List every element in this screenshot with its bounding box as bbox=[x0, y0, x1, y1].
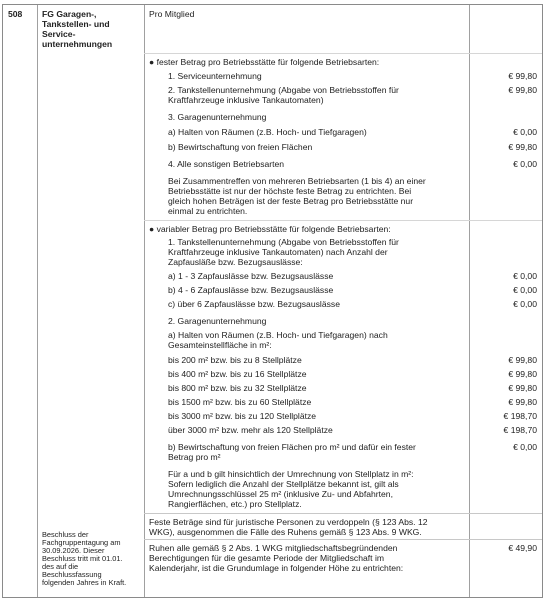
variable-item-amount: € 0,00 bbox=[513, 299, 537, 309]
fixed-note: Bei Zusammentreffen von mehreren Betriebsarten (1 bis 4) an einer bbox=[168, 176, 426, 186]
variable-heading: Kraftfahrzeuge inklusive Tankautomaten) nach Anzahl der bbox=[168, 247, 388, 257]
fixed-item-amount: € 0,00 bbox=[513, 127, 537, 137]
variable-item-amount: € 0,00 bbox=[513, 442, 537, 452]
column-divider bbox=[37, 5, 38, 597]
variable-heading: 1. Tankstellenunternehmung (Abgabe von Betriebsstoffen für bbox=[168, 237, 399, 247]
variable-item-label: b) 4 - 6 Zapfauslässe bzw. Bezugsauslässe bbox=[168, 285, 334, 295]
variable-item-amount: € 0,00 bbox=[513, 285, 537, 295]
variable-subheading: a) Halten von Räumen (z.B. Hoch- und Tiefgaragen) nach bbox=[168, 330, 388, 340]
fixed-item-label: a) Halten von Räumen (z.B. Hoch- und Tiefgaragen) bbox=[168, 127, 367, 137]
variable-subheading: Gesamteinstellfläche in m²: bbox=[168, 340, 272, 350]
variable-item-amount: € 99,80 bbox=[508, 355, 537, 365]
row-number: 508 bbox=[8, 9, 23, 19]
row-divider bbox=[144, 513, 542, 514]
category-line: unternehmungen bbox=[42, 39, 113, 49]
variable-item-label: Betrag pro m² bbox=[168, 452, 221, 462]
fixed-item-amount: € 99,80 bbox=[508, 142, 537, 152]
ruhen-note: Kalenderjahr, ist die Grundumlage in folgender Höhe zu entrichten: bbox=[149, 563, 404, 573]
variable-item-amount: € 99,80 bbox=[508, 397, 537, 407]
category-line: Tankstellen- und bbox=[42, 19, 110, 29]
variable-item-label: über 3000 m² bzw. mehr als 120 Stellplätze bbox=[168, 425, 333, 435]
fixed-item-amount: € 99,80 bbox=[508, 85, 537, 95]
fee-table bbox=[2, 4, 543, 598]
fixed-intro: ● fester Betrag pro Betriebsstätte für folgende Betriebsarten: bbox=[149, 57, 380, 67]
fixed-item-amount: € 0,00 bbox=[513, 159, 537, 169]
ruhen-note: Berechtigungen für die gesamte Periode der Mitgliedschaft im bbox=[149, 553, 385, 563]
variable-item-label: b) Bewirtschaftung von freien Flächen pro m² und dafür ein fester bbox=[168, 442, 416, 452]
variable-item-label: bis 400 m² bzw. bis zu 16 Stellplätze bbox=[168, 369, 307, 379]
variable-item-label: bis 3000 m² bzw. bis zu 120 Stellplätze bbox=[168, 411, 317, 421]
variable-item-amount: € 198,70 bbox=[503, 411, 537, 421]
beschluss-line: 30.09.2026. Dieser bbox=[42, 546, 105, 555]
fixed-item-label: 4. Alle sonstigen Betriebsarten bbox=[168, 159, 285, 169]
column-divider bbox=[469, 5, 470, 597]
fixed-item-label: 1. Serviceunternehmung bbox=[168, 71, 262, 81]
ruhen-amount: € 49,90 bbox=[508, 543, 537, 553]
section-divider bbox=[144, 220, 542, 221]
fixed-item-label: b) Bewirtschaftung von freien Flächen bbox=[168, 142, 313, 152]
beschluss-line: des auf die bbox=[42, 562, 79, 571]
variable-note: Für a und b gilt hinsichtlich der Umrechnung von Stellplatz in m²: bbox=[168, 469, 414, 479]
fixed-item-amount: € 99,80 bbox=[508, 71, 537, 81]
variable-item-label: bis 800 m² bzw. bis zu 32 Stellplätze bbox=[168, 383, 307, 393]
fixed-item-label: 2. Tankstellenunternehmung (Abgabe von Betriebsstoffen für bbox=[168, 85, 399, 95]
beschluss-line: Beschluss tritt mit 01.01. bbox=[42, 554, 123, 563]
legal-note: Feste Beträge sind für juristische Personen zu verdoppeln (§ 123 Abs. 12 bbox=[149, 517, 428, 527]
variable-heading: Zapfausläße bzw. Bezugsauslässe: bbox=[168, 257, 303, 267]
beschluss-line: Beschlussfassung bbox=[42, 570, 102, 579]
variable-item-amount: € 99,80 bbox=[508, 383, 537, 393]
column-divider bbox=[144, 5, 145, 597]
fixed-item-label: Kraftfahrzeuge inklusive Tankautomaten) bbox=[168, 95, 324, 105]
variable-note: Sofern lediglich die Anzahl der Stellplätze bekannt ist, gilt als bbox=[168, 479, 399, 489]
variable-heading: 2. Garagenunternehmung bbox=[168, 316, 267, 326]
variable-item-label: bis 200 m² bzw. bis zu 8 Stellplätze bbox=[168, 355, 302, 365]
category-line: FG Garagen-, bbox=[42, 9, 97, 19]
category-line: Service- bbox=[42, 29, 76, 39]
beschluss-line: Beschluss der bbox=[42, 530, 89, 539]
beschluss-line: Fachgruppentagung am bbox=[42, 538, 121, 547]
fixed-note: einmal zu entrichten. bbox=[168, 206, 248, 216]
legal-note: WKG), ausgenommen die Fälle des Ruhens gemäß § 123 Abs. 9 WKG. bbox=[149, 527, 422, 537]
row-divider bbox=[144, 539, 542, 540]
variable-item-label: a) 1 - 3 Zapfauslässe bzw. Bezugsauslässe bbox=[168, 271, 334, 281]
variable-intro: ● variabler Betrag pro Betriebsstätte für folgende Betriebsarten: bbox=[149, 224, 391, 234]
variable-item-label: c) über 6 Zapfauslässe bzw. Bezugsauslässe bbox=[168, 299, 340, 309]
variable-item-label: bis 1500 m² bzw. bis zu 60 Stellplätze bbox=[168, 397, 312, 407]
fixed-note: gleich hohen Beträgen ist der feste Betrag pro Betriebsstätte nur bbox=[168, 196, 414, 206]
variable-item-amount: € 0,00 bbox=[513, 271, 537, 281]
section-divider bbox=[144, 53, 542, 54]
variable-item-amount: € 198,70 bbox=[503, 425, 537, 435]
variable-item-amount: € 99,80 bbox=[508, 369, 537, 379]
beschluss-line: folgenden Jahres in Kraft. bbox=[42, 578, 127, 587]
variable-note: Umrechnungsschlüssel 25 m² (inklusive Zu- und Abfahrten, bbox=[168, 489, 393, 499]
variable-note: Rangierflächen, etc.) pro Stellplatz. bbox=[168, 499, 302, 509]
fixed-note: Betriebsstätte ist nur der höchste feste Betrag zu entrichten. Bei bbox=[168, 186, 412, 196]
column-header: Pro Mitglied bbox=[149, 9, 195, 19]
fixed-item-label: 3. Garagenunternehmung bbox=[168, 112, 267, 122]
ruhen-note: Ruhen alle gemäß § 2 Abs. 1 WKG mitgliedschaftsbegründenden bbox=[149, 543, 398, 553]
